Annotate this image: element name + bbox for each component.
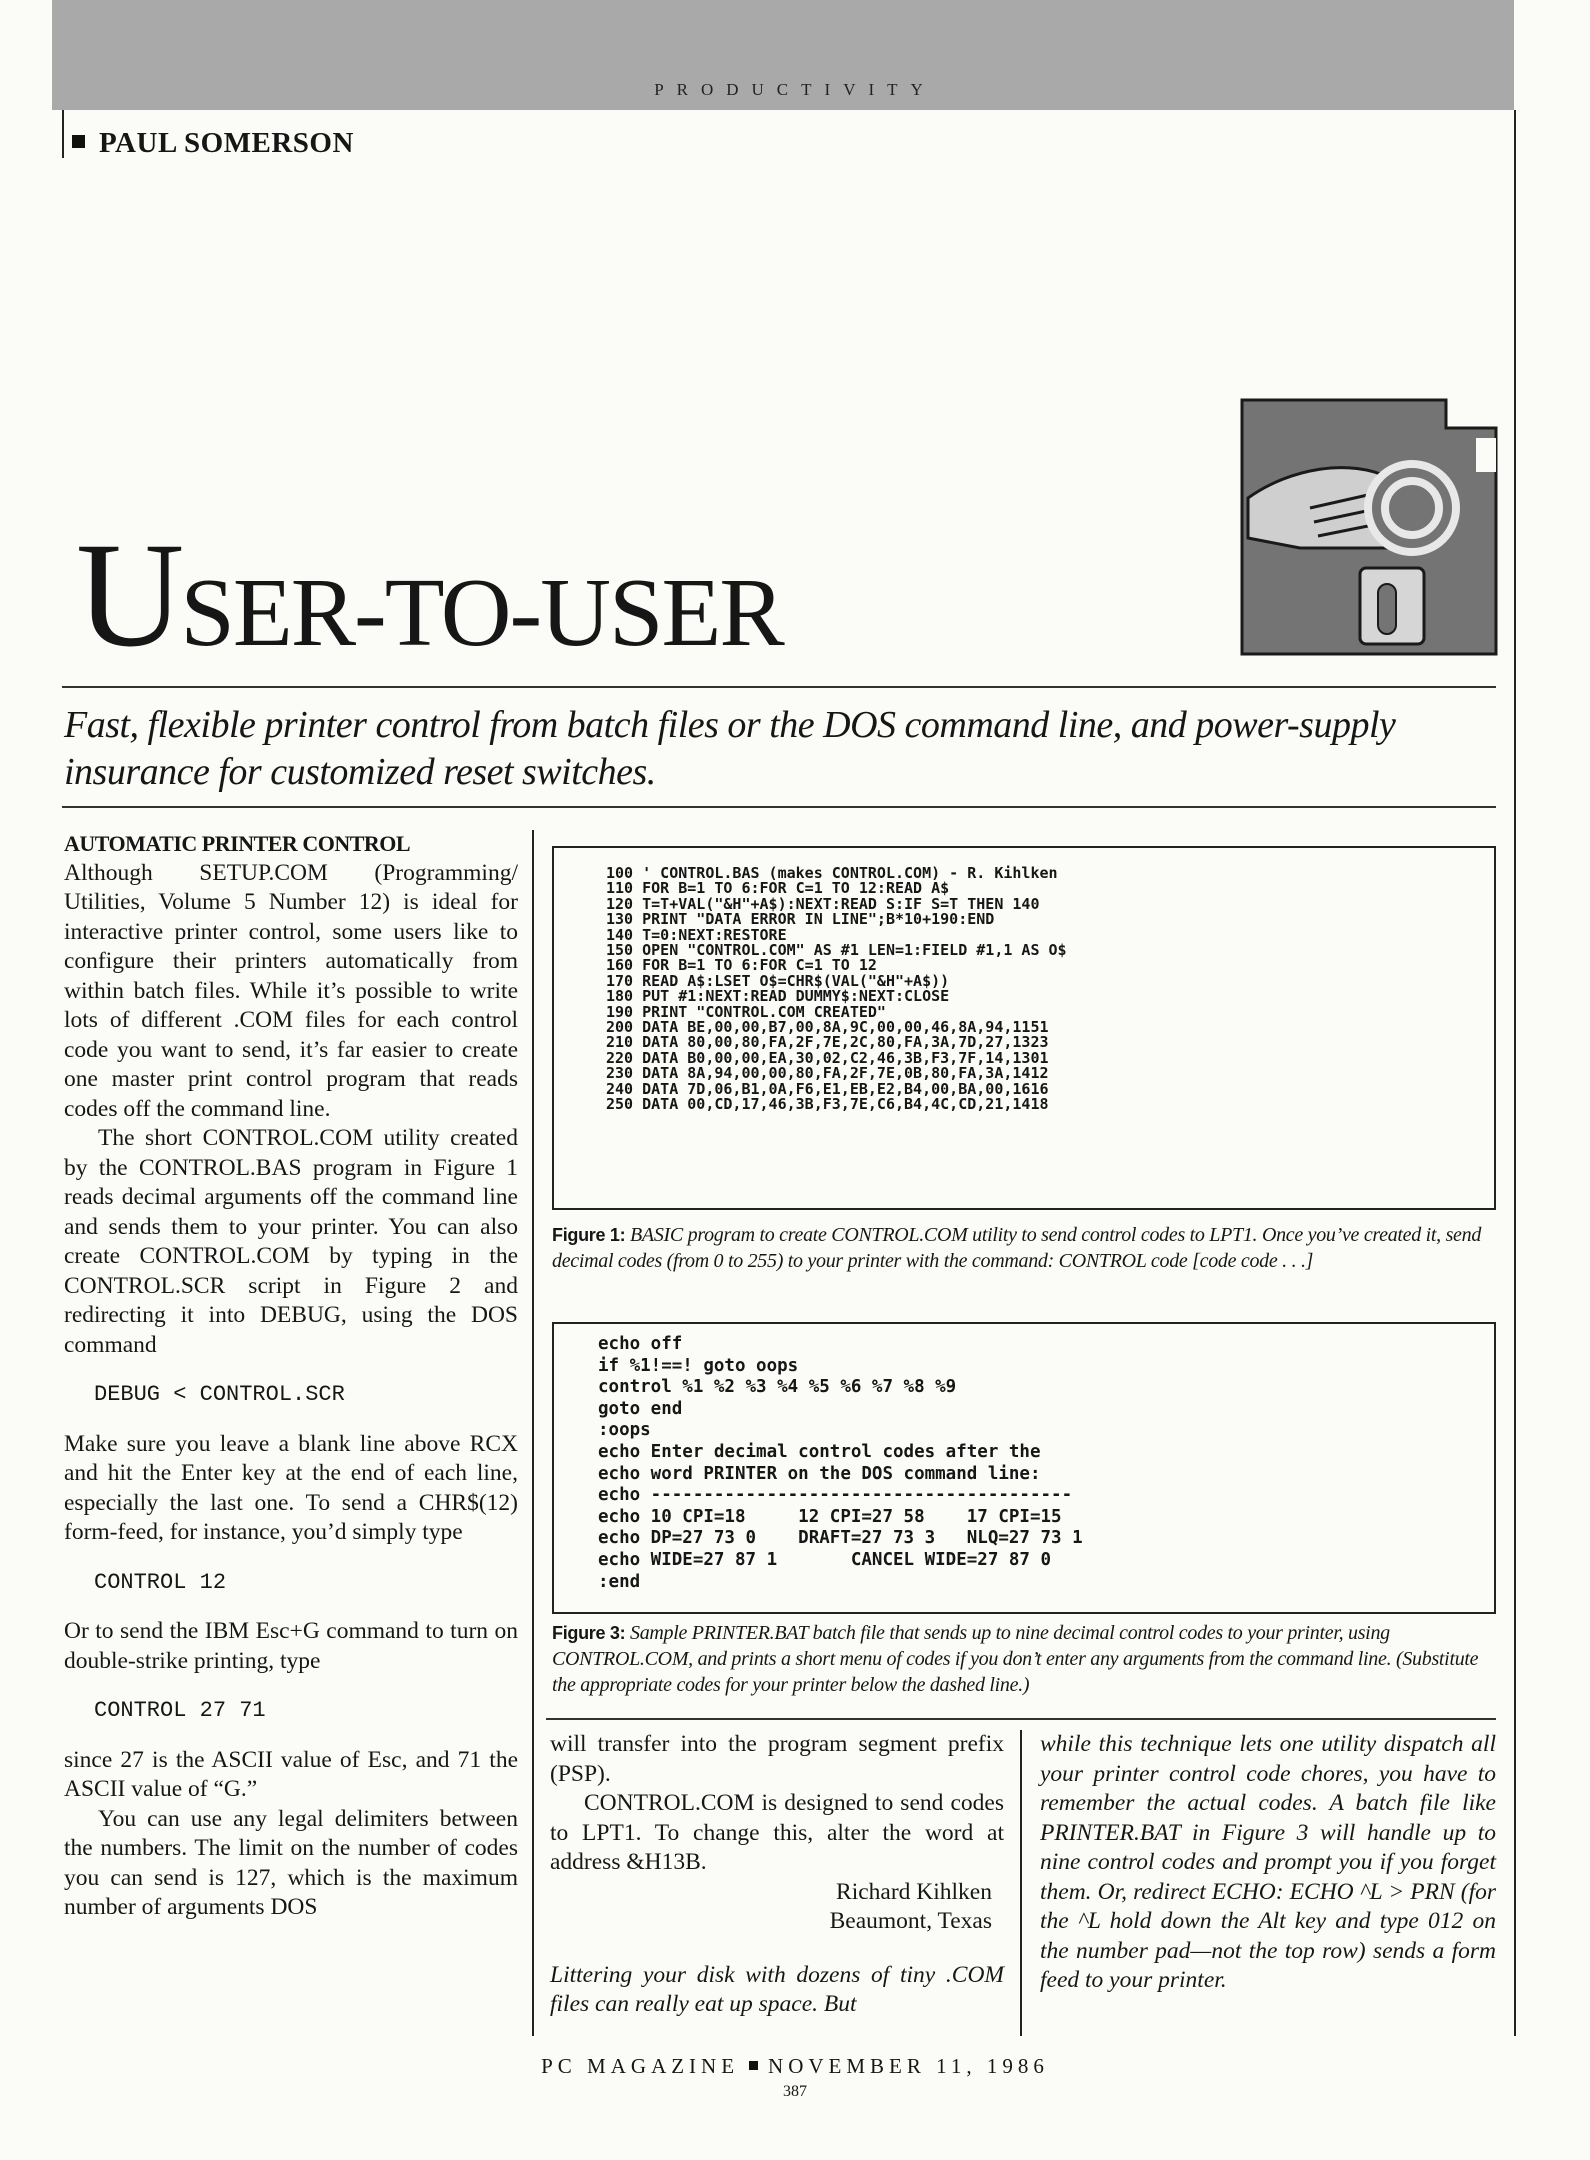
bullet-square-icon <box>749 2061 758 2070</box>
paragraph: Or to send the IBM Esc+G command to turn on double-strike printing, type <box>64 1618 518 1674</box>
page-number: 387 <box>783 2083 807 2100</box>
code-line: CONTROL 27 71 <box>94 1698 266 1723</box>
figures-bottom-rule <box>546 1718 1496 1720</box>
figure-3-code-box <box>552 1322 1496 1614</box>
caption-text: BASIC program to create CONTROL.COM utility to send control codes to LPT1. Once you’ve created it, send decimal codes (from 0 to 255) to your printer with the command: CONTROL code [code code . . .] <box>552 1224 1482 1272</box>
column-rule <box>532 830 534 2036</box>
paragraph: will transfer into the program segment prefix (PSP). <box>550 1731 1004 1787</box>
figure-1-code: 100 ' CONTROL.BAS (makes CONTROL.COM) - R. Kihlken 110 FOR B=1 TO 6:FOR C=1 TO 12:READ A$ 120 T=T+VAL("&H"+A$):NEXT:READ S:IF S=T THEN 140 130 PRINT "DATA ERROR IN LINE";B*10+190:END 140 T=0:NEXT:RESTORE 150 OPEN "CONTROL.COM" AS #1 LEN=1:FIELD #1,1 AS O$ 160 FOR B=1 TO 6:FOR C=1 TO 12 170 READ A$:LSET O$=CHR$(VAL("&H"+A$)) 180 PUT #1:NEXT:READ DUMMY$:NEXT:CLOSE 190 PRINT "CONTROL.COM CREATED" 200 DATA BE,00,00,B7,00,8A,9C,00,00,46,8A,94,1151 210 DATA 80,00,80,FA,2F,7E,2C,80,FA,3A,7D,27,1323 220 DATA B0,00,00,EA,30,02,C2,46,3B,F3,7F,14,1301 230 DATA 8A,94,00,00,80,FA,2F,7E,0B,80,FA,3A,1412 240 DATA 7D,06,B1,0A,F6,E1,EB,E2,B4,00,BA,00,1616 250 DATA 00,CD,17,46,3B,F3,7E,C6,B4,4C,CD,21,1418 <box>606 864 1067 1114</box>
figure-label: Figure 3: <box>552 1623 626 1643</box>
title-initial: U <box>76 512 181 678</box>
right-margin-rule <box>1514 110 1516 2036</box>
code-line: CONTROL 12 <box>94 1569 227 1595</box>
page-footer <box>0 2054 1590 2079</box>
figure-1-code-box <box>552 846 1496 1210</box>
left-column <box>64 829 518 1923</box>
paragraph: since 27 is the ASCII value of Esc, and 71 the ASCII value of “G.” <box>64 1746 518 1802</box>
left-margin-rule <box>62 110 64 158</box>
article-deck: Fast, flexible printer control from batch files or the DOS command line, and power-supply insurance for customized reset switches. <box>64 704 1396 793</box>
bullet-square-icon <box>72 135 85 148</box>
caption-text: Sample PRINTER.BAT batch file that sends up to nine decimal control codes to your printer, using CONTROL.COM, and prints a short menu of codes if you don’t enter any arguments from the command line. (Substitute the appropriate codes for your printer below the dashed line.) <box>552 1622 1479 1696</box>
middle-column <box>550 1730 1004 2020</box>
author-signature: Richard Kihlken <box>836 1878 992 1905</box>
paragraph: while this technique lets one utility dispatch all your printer control code chores, you have to remember the actual codes. A batch file like PRINTER.BAT in Figure 3 will handle up to nine control codes and prompt you if you forget them. Or, redirect ECHO: ECHO ^L > PRN (for the ^L hold down the Alt key and type 012 on the number pad—not the top row) sends a form feed to your printer. <box>1040 1731 1496 1993</box>
paragraph: Make sure you leave a blank line above RCX and hit the Enter key at the end of each line, especially the last one. To send a CHR$(12) form-feed, for instance, you’d simply type <box>64 1430 518 1545</box>
paragraph: You can use any legal delimiters between the numbers. The limit on the number of codes you can send is 127, which is the maximum number of arguments DOS <box>64 1805 518 1920</box>
figure-1-caption <box>552 1222 1492 1274</box>
byline <box>72 127 354 160</box>
page-title <box>76 512 783 678</box>
paragraph: CONTROL.COM is designed to send codes to LPT1. To change this, alter the word at address &H13B. <box>550 1790 1004 1875</box>
deck-top-rule <box>62 686 1496 688</box>
right-column <box>1040 1730 1496 1996</box>
magazine-name: PC MAGAZINE <box>541 2054 740 2078</box>
paragraph: The short CONTROL.COM utility created by the CONTROL.BAS program in Figure 1 reads decimal arguments off the command line and sends them to your printer. You can also create CONTROL.COM by typing in the CONTROL.SCR script in Figure 2 and redirecting it into DEBUG, using the DOS command <box>64 1125 518 1358</box>
author-location: Beaumont, Texas <box>829 1908 992 1934</box>
author-name: PAUL SOMERSON <box>99 127 354 159</box>
figure-3-caption <box>552 1620 1492 1698</box>
section-label: PRODUCTIVITY <box>654 80 936 99</box>
paragraph: Littering your disk with dozens of tiny .COM files can really eat up space. But <box>550 1961 1004 2017</box>
deck-bottom-rule <box>62 806 1496 808</box>
figure-label: Figure 1: <box>552 1225 626 1245</box>
title-rest: SER-TO-USER <box>180 559 783 667</box>
issue-date: NOVEMBER 11, 1986 <box>768 2054 1049 2078</box>
section-heading: AUTOMATIC PRINTER CONTROL <box>64 831 411 856</box>
floppy-disk-hand-logo <box>1240 398 1498 656</box>
code-line: DEBUG < CONTROL.SCR <box>94 1382 345 1407</box>
figure-3-code: echo off if %1!==! goto oops control %1 %2 %3 %4 %5 %6 %7 %8 %9 goto end :oops echo Enter decimal control codes after the echo word PRINTER on the DOS command line: echo ---------------------------------------- echo 10 CPI=18 12 CPI=27 58 17 CPI=15 echo DP=27 73 0 DRAFT=27 73 3 NLQ=27 73 1 echo WIDE=27 87 1 CANCEL WIDE=27 87 0 :end <box>598 1334 1083 1592</box>
paragraph: Although SETUP.COM (Programming/ Utilities, Volume 5 Number 12) is ideal for interactive printer control, some users like to configure their printers automatically from within batch files. While it’s possible to write lots of different .COM files for each control code you want to send, it’s far easier to create one master print control program that reads codes off the command line. <box>64 859 518 1122</box>
column-rule <box>1020 1730 1022 2036</box>
